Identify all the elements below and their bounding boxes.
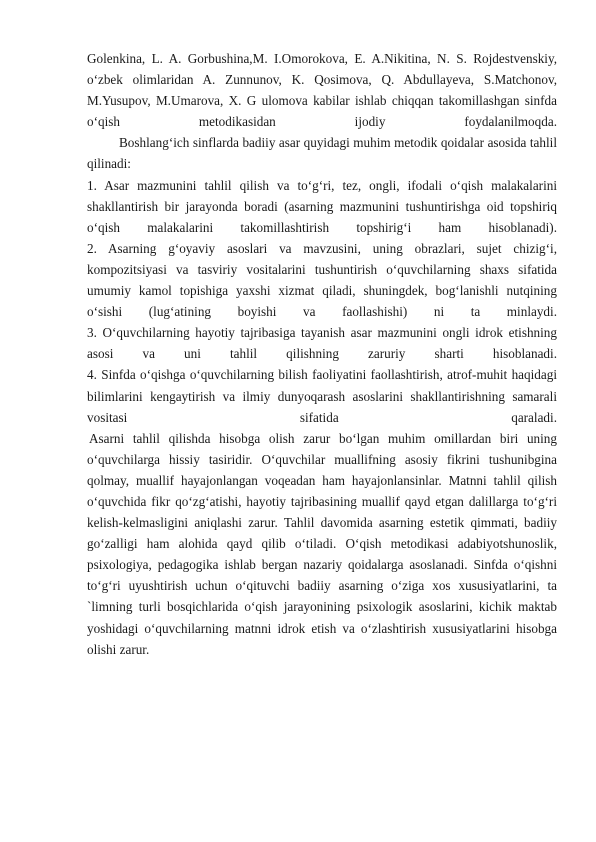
rule-3-paragraph: 3. O‘quvchilarning hayotiy tajribasiga tayanish asar mazmunini ongli idrok etishning asosi va uni tahlil qilishning zaruriy sharti hisoblanadi. [87,325,557,362]
intro-paragraph: Golenkina, L. A. Gorbushina,M. I.Omorokova, E. A.Nikitina, N. S. Rojdestvenskiy, o‘zbek olimlaridan A. Zunnunov, K. Qosimova, Q. Abdullayeva, S.Matchonov, M.Yusupov, M.Umarova, X. G ulomova kabilar ishlab chiqqan takomillashgan sinfda o‘qish metodikasidan ijodiy foydalanilmoqda. [87,51,557,130]
lead-paragraph: Boshlang‘ich sinflarda badiiy asar quyidagi muhim metodik qoidalar asosida tahlil qilinadi: [87,135,557,172]
body-paragraph: Asarni tahlil qilishda hisobga olish zarur bo‘lgan muhim omillardan biri uning o‘quvchilarga hissiy tasiridir. O‘quvchilar muallifning asosiy fikrini tushunibgina qolmay, muallif hayajonlangan voqeadan ham hayajonlansinlar. Matnni tahlil qilish o‘quvchida fikr qo‘zg‘atishi, hayotiy tajribasining muallif qayd etgan dalillarga to‘g‘ri kelish-kelmasligini aniqlashi zarur. Tahlil davomida asarning estetik qimmati, badiiy go‘zalligi ham alohida qayd qilib o‘tiladi. O‘qish metodikasi adabiyotshunoslik, psixologiya, pedagogika ishlab bergan nazariy qoidalarga asoslanadi. Sinfda o‘qishni to‘g‘ri uyushtirish uchun o‘qituvchi badiiy asarning o‘ziga xos xususiyatlarini, ta `limning turli bosqichlarida o‘qish jarayonining psixologik asoslarini, kichik maktab yoshidagi o‘quvchilarning matnni idrok etish va o‘zlashtirish xususiyatlarini hisobga olishi zarur. [87,430,557,657]
rule-2-paragraph: 2. Asarning g‘oyaviy asoslari va mavzusini, uning obrazlari, sujet chizig‘i, kompozitsiyasi va tasviriy vositalarini tushuntirish o‘quvchilarning shaxs sifatida umumiy kamol topishiga yaxshi xizmat qiladi, shuningdek, bog‘lanishli nutqining o‘sishi (lug‘atining boyishi va faollashishi) ni ta minlaydi. [87,240,557,320]
rule-1-paragraph: 1. Asar mazmunini tahlil qilish va to‘g‘ri, tez, ongli, ifodali o‘qish malakalarini shakllantirish bir jarayonda boradi (asarning mazmunini tushuntirishga oid topshiriq o‘qish malakalarini takomillashtirish topshirig‘i ham hisoblanadi). [87,177,557,235]
rule-4-paragraph: 4. Sinfda o‘qishga o‘quvchilarning bilish faoliyatini faollashtirish, atrof-muhit haqidagi bilimlarini kengaytirish va ilmiy dunyoqarash asoslarini shakllantirishning samarali vositasi sifatida qaraladi. [87,367,557,425]
document-page [87,48,557,660]
